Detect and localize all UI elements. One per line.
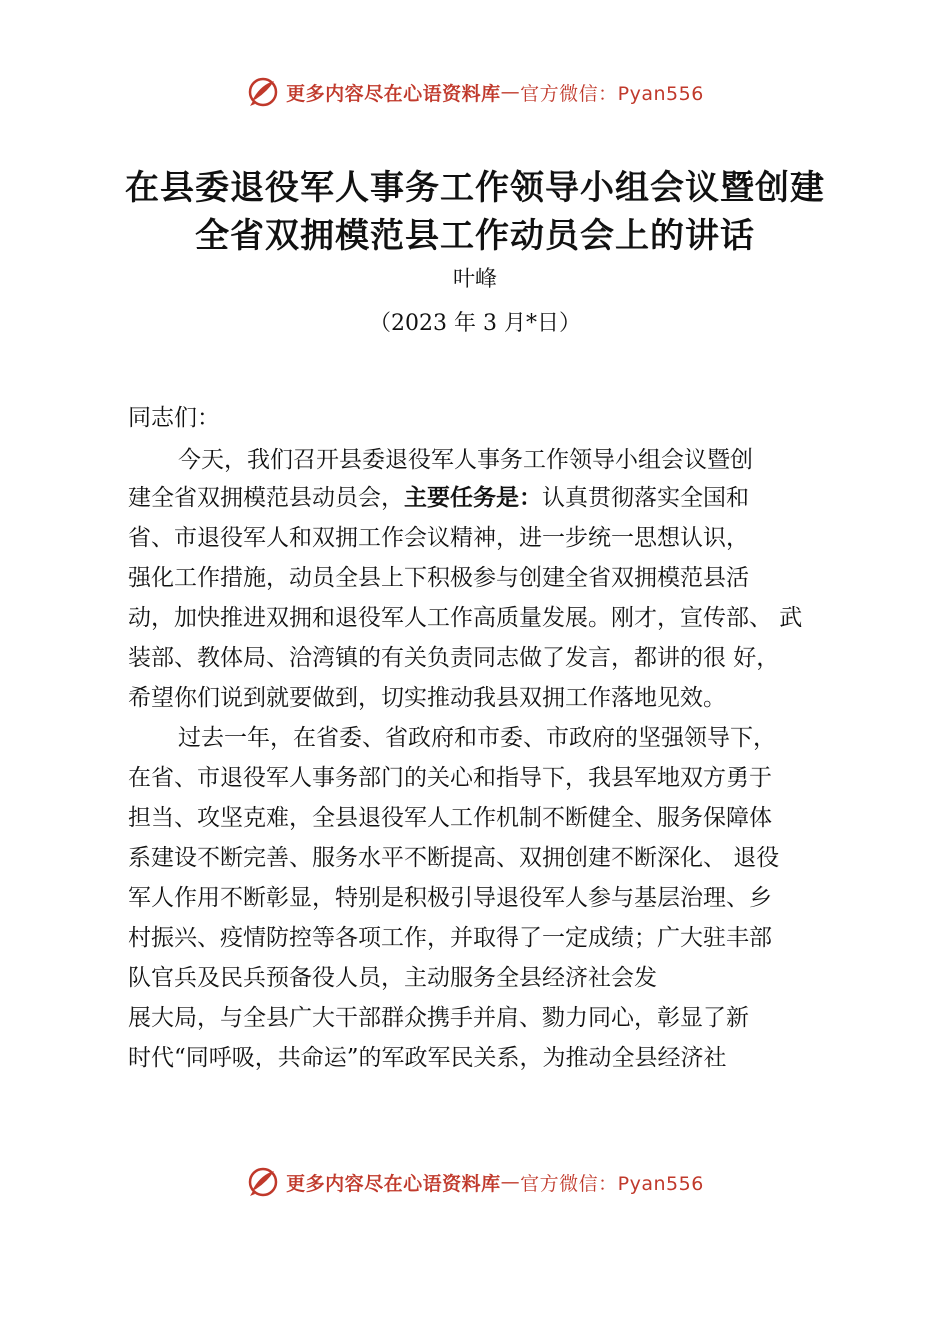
paragraph-1-line-2 xyxy=(128,478,749,518)
paragraph-1-line-2-post: 认真贯彻落实全国和 xyxy=(542,485,749,511)
doc-title-line-1: 在县委退役军人事务工作领导小组会议暨创建 xyxy=(125,168,825,208)
header-watermark-banner xyxy=(0,72,950,112)
paragraph-2-line-5: 军人作用不断彰显，特别是积极引导退役军人参与基层治理、乡 xyxy=(128,885,772,911)
banner-brand-text: 更多内容尽在心语资料库 xyxy=(286,82,501,105)
doc-author: 叶峰 xyxy=(452,267,497,292)
paragraph-2-line-9: 时代“同呼吸，共命运”的军政军民关系，为推动全县经济社 xyxy=(128,1045,727,1071)
paragraph-1-line-2-pre: 建全省双拥模范县动员会， xyxy=(128,485,404,511)
paragraph-2-line-6: 村振兴、疫情防控等各项工作，并取得了一定成绩；广大驻丰部 xyxy=(128,925,772,951)
doc-title-line-2: 全省双拥模范县工作动员会上的讲话 xyxy=(195,216,755,256)
banner-brand-text: 更多内容尽在心语资料库 xyxy=(286,1172,501,1195)
doc-date: （2023 年 3 月*日） xyxy=(369,311,581,336)
banner-separator: — xyxy=(500,1171,521,1193)
paragraph-1-line-1: 今天，我们召开县委退役军人事务工作领导小组会议暨创 xyxy=(178,447,753,473)
paragraph-1-line-7: 希望你们说到就要做到，切实推动我县双拥工作落地见效。 xyxy=(128,685,726,711)
banner-wechat-text: 官方微信：Pyan556 xyxy=(520,1172,704,1195)
banner-wechat-text: 官方微信：Pyan556 xyxy=(520,82,704,105)
brush-logo-icon xyxy=(246,1165,280,1199)
paragraph-1-line-5: 动，加快推进双拥和退役军人工作高质量发展。刚才，宣传部、 武 xyxy=(128,605,803,631)
main-task-label: 主要任务是： xyxy=(404,485,542,511)
paragraph-1-line-4: 强化工作措施，动员全县上下积极参与创建全省双拥模范县活 xyxy=(128,565,749,591)
paragraph-2-line-8: 展大局，与全县广大干部群众携手并肩、勠力同心，彰显了新 xyxy=(128,1005,749,1031)
paragraph-1-line-3: 省、市退役军人和双拥工作会议精神，进一步统一思想认识， xyxy=(128,525,749,551)
paragraph-2-line-4: 系建设不断完善、服务水平不断提高、双拥创建不断深化、 退役 xyxy=(128,845,780,871)
paragraph-2-line-1: 过去一年，在省委、省政府和市委、市政府的坚强领导下， xyxy=(178,725,776,751)
paragraph-2-line-7: 队官兵及民兵预备役人员，主动服务全县经济社会发 xyxy=(128,965,657,991)
footer-watermark-banner xyxy=(0,1162,950,1202)
paragraph-2-line-3: 担当、攻坚克难，全县退役军人工作机制不断健全、服务保障体 xyxy=(128,805,772,831)
salutation: 同志们： xyxy=(128,405,220,431)
banner-separator: — xyxy=(500,81,521,103)
paragraph-2-line-2: 在省、市退役军人事务部门的关心和指导下，我县军地双方勇于 xyxy=(128,765,772,791)
paragraph-1-line-6: 装部、教体局、洽湾镇的有关负责同志做了发言，都讲的很 好， xyxy=(128,645,780,671)
brush-logo-icon xyxy=(246,75,280,109)
